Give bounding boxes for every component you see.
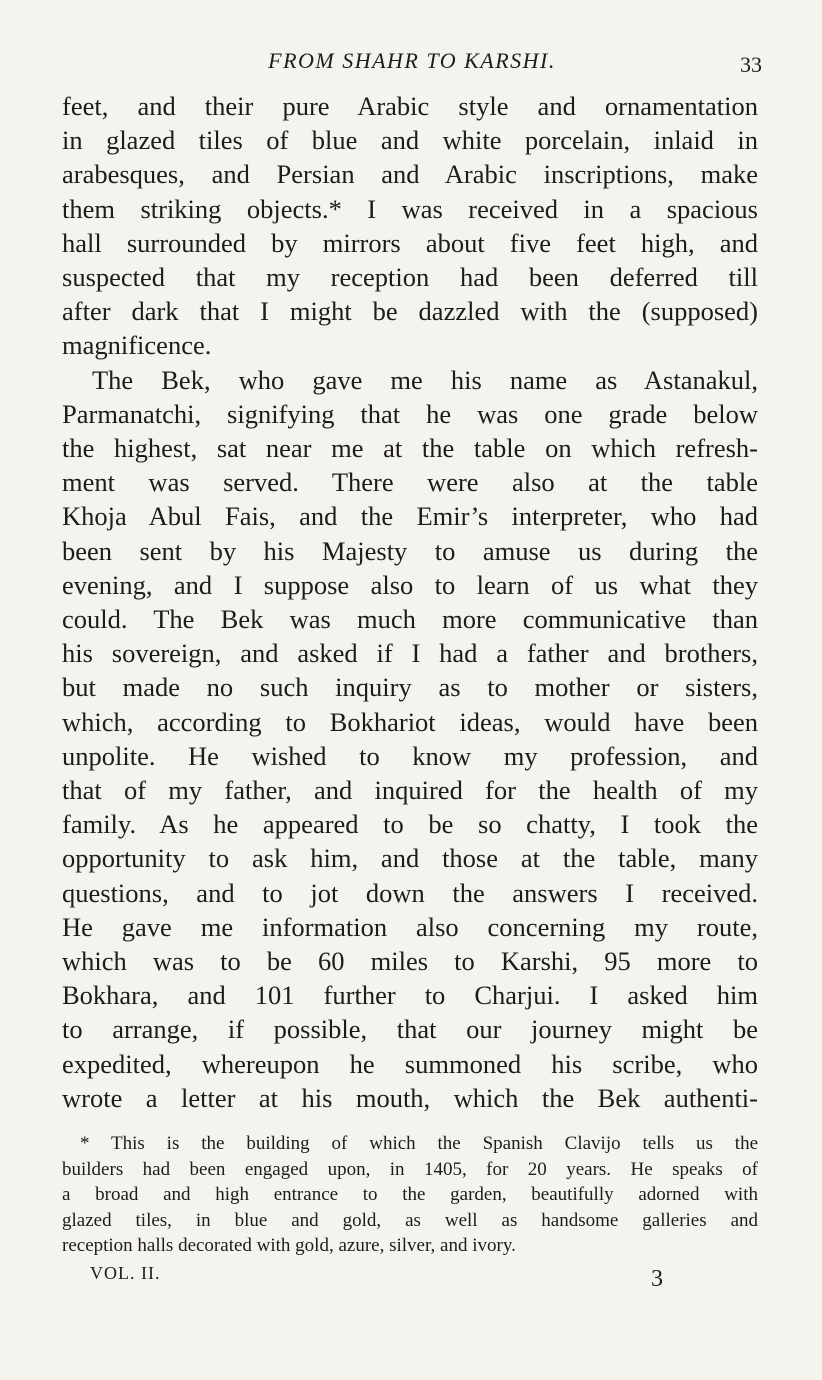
text-line: been sent by his Majesty to amuse us during the <box>62 535 758 566</box>
footnote <box>62 1131 758 1259</box>
footnote-line: a broad and high entrance to the garden, beautifully adorned with <box>62 1184 758 1206</box>
text-line: Parmanatchi, signifying that he was one grade below <box>62 398 758 429</box>
text-line: expedited, whereupon he summoned his scribe, who <box>62 1048 758 1079</box>
text-line: He gave me information also concerning my route, <box>62 911 758 942</box>
text-line: unpolite. He wished to know my profession, and <box>62 740 758 771</box>
text-line: suspected that my reception had been deferred till <box>62 262 758 293</box>
text-line: which, according to Bokhariot ideas, would have been <box>62 706 758 737</box>
text-line: Bokhara, and 101 further to Charjui. I asked him <box>62 980 758 1011</box>
text-line: after dark that I might be dazzled with the (supposed) <box>62 296 758 327</box>
text-line: family. As he appeared to be so chatty, I took the <box>62 809 758 840</box>
text-line: in glazed tiles of blue and white porcelain, inlaid in <box>62 125 758 156</box>
text-line: hall surrounded by mirrors about five feet high, and <box>62 227 758 258</box>
body-text <box>62 89 758 1115</box>
text-line: to arrange, if possible, that our journey might be <box>62 1014 758 1045</box>
text-line: which was to be 60 miles to Karshi, 95 more to <box>62 946 758 977</box>
text-line: feet, and their pure Arabic style and ornamentation <box>62 91 758 121</box>
footnote-line: builders had been engaged upon, in 1405, for 20 years. He speaks of <box>62 1158 758 1180</box>
text-line: but made no such inquiry as to mother or sisters, <box>62 672 758 703</box>
text-line: that of my father, and inquired for the health of my <box>62 775 758 806</box>
page-header <box>62 48 762 80</box>
text-line: magnificence. <box>62 330 212 361</box>
text-line: arabesques, and Persian and Arabic inscriptions, make <box>62 159 758 190</box>
running-title: FROM SHAHR TO KARSHI. <box>268 48 556 73</box>
text-line: Khoja Abul Fais, and the Emir’s interpreter, who had <box>62 501 758 532</box>
page-number: 33 <box>740 52 762 77</box>
text-line: them striking objects.* I was received in a spacious <box>62 193 758 224</box>
text-line: The Bek, who gave me his name as Astanakul, <box>92 364 758 395</box>
text-line: evening, and I suppose also to learn of us what they <box>62 569 758 600</box>
text-line: questions, and to jot down the answers I received. <box>62 877 758 908</box>
footnote-line: glazed tiles, in blue and gold, as well as handsome galleries and <box>62 1209 758 1231</box>
text-line: the highest, sat near me at the table on which refresh- <box>62 433 758 464</box>
text-line: could. The Bek was much more communicative than <box>62 604 758 635</box>
text-line: his sovereign, and asked if I had a father and brothers, <box>62 638 758 669</box>
footnote-line: reception halls decorated with gold, azure, silver, and ivory. <box>62 1235 516 1257</box>
text-line: wrote a letter at his mouth, which the Bek authenti- <box>62 1082 758 1113</box>
volume-signature: VOL. II. <box>90 1263 161 1283</box>
text-line: ment was served. There were also at the table <box>62 467 758 498</box>
signature-number: 3 <box>651 1266 663 1292</box>
text-line: opportunity to ask him, and those at the table, many <box>62 843 758 874</box>
footnote-line: * This is the building of which the Spanish Clavijo tells us the <box>80 1133 758 1154</box>
